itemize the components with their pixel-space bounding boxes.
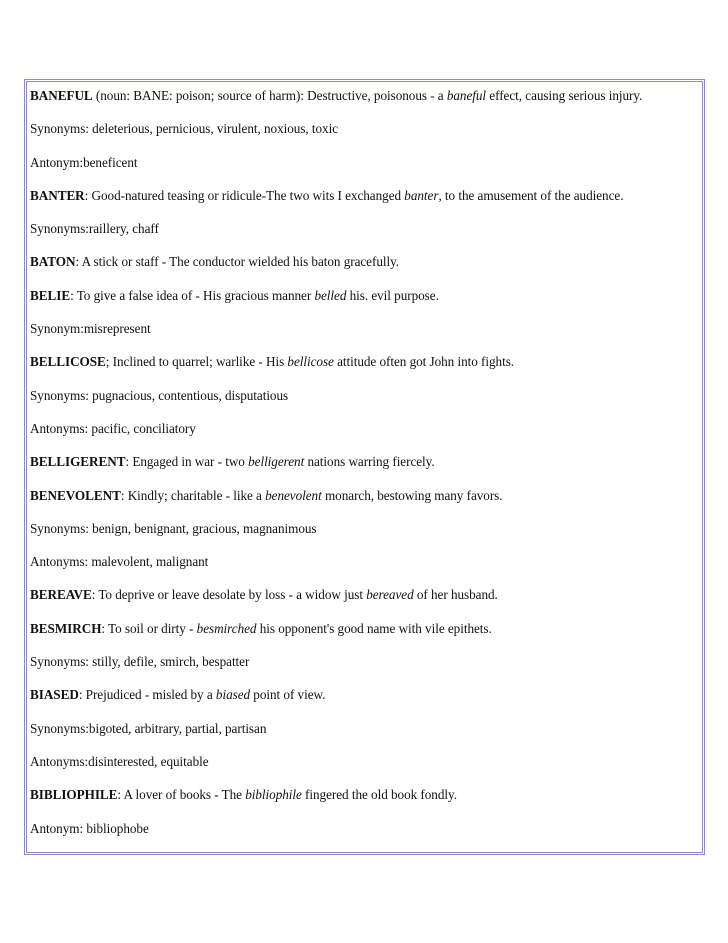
- synonyms-line: Synonyms:raillery, chaff: [30, 221, 159, 237]
- definition-text-tail: his. evil purpose.: [346, 287, 439, 303]
- definition-entry: [30, 254, 710, 270]
- definition-entry: [30, 787, 710, 803]
- synonyms-line: Synonyms: deleterious, pernicious, virulent, noxious, toxic: [30, 121, 339, 137]
- example-usage-word: baneful: [446, 88, 487, 103]
- synonyms-line: Synonyms: benign, benignant, gracious, magnanimous: [30, 520, 317, 536]
- definition-text-tail: of her husband.: [413, 587, 498, 603]
- definition-entry: [30, 587, 710, 603]
- example-usage-word: bereaved: [366, 587, 414, 603]
- example-usage-word: bellicose: [287, 354, 334, 370]
- example-usage-word: bibliophile: [245, 787, 302, 803]
- headword: BANTER: [30, 187, 85, 203]
- definition-entry: [30, 288, 710, 304]
- headword: BANEFUL: [30, 88, 93, 103]
- definition-text: : A stick or staff - The conductor wielded his baton gracefully.: [75, 254, 400, 270]
- definition-text-tail: point of view.: [250, 687, 326, 703]
- definition-entry: [30, 621, 710, 637]
- headword: BELLICOSE: [30, 354, 106, 370]
- antonyms-line: Antonyms: pacific, conciliatory: [30, 420, 196, 436]
- headword: BIBLIOPHILE: [30, 787, 118, 803]
- definition-text: : Kindly; charitable - like a: [120, 487, 266, 503]
- definition-text-tail: , to the amusement of the audience.: [438, 187, 624, 203]
- definition-text: (noun: BANE: poison; source of harm): Destructive, poisonous - a: [92, 88, 447, 103]
- definition-entry: [30, 687, 710, 703]
- headword: BATON: [30, 254, 76, 270]
- headword: BESMIRCH: [30, 620, 102, 636]
- example-usage-word: biased: [215, 687, 251, 703]
- definition-entry: [30, 354, 710, 370]
- headword: BEREAVE: [30, 587, 92, 603]
- synonyms-line: Synonyms: pugnacious, contentious, disputatious: [30, 387, 289, 403]
- antonyms-line: Antonym: bibliophobe: [30, 820, 149, 836]
- antonyms-line: Antonym:beneficent: [30, 154, 138, 170]
- definition-text: : Prejudiced - misled by a: [78, 687, 216, 703]
- definition-text: : Good-natured teasing or ridicule-The two wits I exchanged: [84, 187, 405, 203]
- definition-text-tail: his opponent's good name with vile epithets.: [256, 620, 492, 636]
- example-usage-word: belled: [314, 287, 347, 303]
- definition-text: ; Inclined to quarrel; warlike - His: [105, 354, 288, 370]
- definition-text-tail: effect, causing serious injury.: [486, 88, 643, 103]
- antonyms-line: Antonyms: malevolent, malignant: [30, 554, 209, 570]
- synonyms-line: Synonyms:bigoted, arbitrary, partial, partisan: [30, 720, 267, 736]
- synonyms-line: Synonym:misrepresent: [30, 321, 151, 337]
- headword: BIASED: [30, 687, 79, 703]
- example-usage-word: benevolent: [265, 487, 322, 503]
- vocabulary-entry-list: [30, 88, 710, 854]
- definition-entry: [30, 188, 710, 204]
- headword: BENEVOLENT: [30, 487, 121, 503]
- definition-text-tail: attitude often got John into fights.: [333, 354, 515, 370]
- definition-text: : To soil or dirty -: [101, 620, 197, 636]
- synonyms-line: Synonyms: stilly, defile, smirch, bespatter: [30, 654, 250, 670]
- definition-text: : A lover of books - The: [117, 787, 246, 803]
- example-usage-word: besmirched: [196, 620, 257, 636]
- definition-text: : Engaged in war - two: [125, 454, 249, 470]
- definition-text-tail: nations warring fiercely.: [304, 454, 435, 470]
- definition-text: : To deprive or leave desolate by loss - a widow just: [91, 587, 367, 603]
- definition-entry: [30, 488, 710, 504]
- example-usage-word: belligerent: [248, 454, 305, 470]
- definition-text-tail: monarch, bestowing many favors.: [321, 487, 503, 503]
- example-usage-word: banter: [404, 187, 439, 203]
- definition-entry: [30, 88, 710, 104]
- definition-entry: [30, 454, 710, 470]
- definition-text: : To give a false idea of - His gracious manner: [70, 287, 315, 303]
- headword: BELIE: [30, 287, 71, 303]
- headword: BELLIGERENT: [30, 454, 126, 470]
- antonyms-line: Antonyms:disinterested, equitable: [30, 753, 209, 769]
- definition-text-tail: fingered the old book fondly.: [301, 787, 457, 803]
